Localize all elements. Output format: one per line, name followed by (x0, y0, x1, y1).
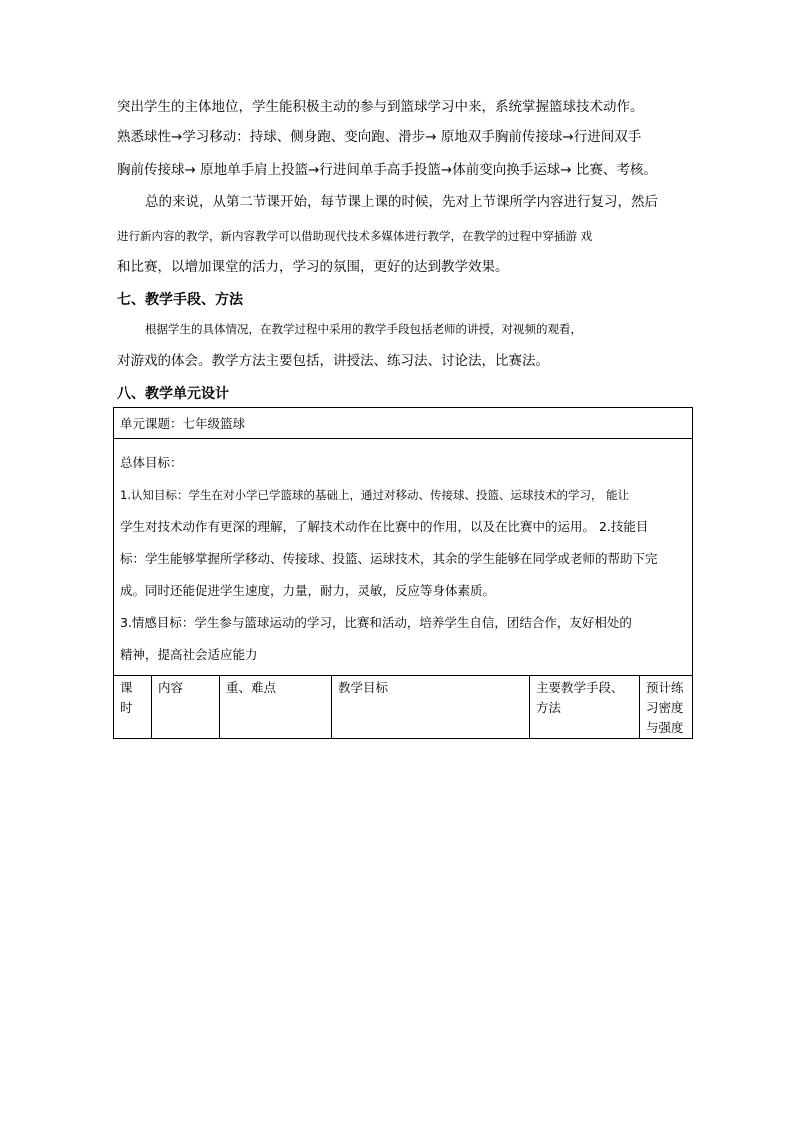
header-text: 预计练 (646, 680, 684, 695)
header-text: 方法 (536, 700, 562, 715)
paragraph-line: 胸前传接球→ 原地单手肩上投篮→行进间单手高手投篮→体前变向换手运球→ 比赛、考核。 (117, 162, 657, 178)
section-heading-8: 八、教学单元设计 (117, 386, 229, 402)
header-content: 内容 (152, 676, 220, 739)
goals-label: 总体目标： (120, 455, 183, 470)
header-text: 课 (120, 680, 133, 695)
paragraph-line: 总的来说，从第二节课开始，每节课上课的时候，先对上节课所学内容进行复习，然后 (145, 194, 658, 210)
goal-line: 1.认知目标：学生在对小学已学篮球的基础上，通过对移动、传接球、投篮、运球技术的学习， 能让 (120, 488, 630, 502)
paragraph-line: 对游戏的体会。教学方法主要包括，讲授法、练习法、讨论法，比赛法。 (117, 353, 549, 369)
goal-line: 学生对技术动作有更深的理解，了解技术动作在比赛中的作用，以及在比赛中的运用。 2.技能目 (120, 519, 649, 534)
header-text: 主要教学手段、 (536, 680, 624, 695)
paragraph-line: 和比赛，以增加课堂的活力，学习的氛围，更好的达到教学效果。 (117, 259, 509, 275)
unit-topic-cell: 单元课题：七年级篮球 (114, 408, 693, 439)
header-methods (530, 676, 640, 739)
header-lesson (114, 676, 152, 739)
header-text: 习密度 (646, 700, 684, 715)
header-objectives: 教学目标 (332, 676, 530, 739)
paragraph-line: 根据学生的具体情况，在教学过程中采用的教学手段包括老师的讲授，对视频的观看， (145, 322, 582, 336)
header-density (640, 676, 693, 739)
goal-line: 精神，提高社会适应能力 (120, 647, 258, 662)
header-key-points: 重、难点 (220, 676, 332, 739)
header-text: 时 (120, 700, 133, 715)
section-heading-7: 七、教学手段、方法 (117, 292, 243, 308)
paragraph-line: 进行新内容的教学，新内容教学可以借助现代技术多媒体进行教学，在教学的过程中穿插游 戏 (117, 229, 593, 243)
goal-line: 3.情感目标：学生参与篮球运动的学习，比赛和活动，培养学生自信，团结合作，友好相处的 (120, 615, 632, 630)
paragraph-line: 熟悉球性→学习移动：持球、侧身跑、变向跑、滑步→ 原地双手胸前传接球→行进间双手 (117, 129, 642, 145)
goal-line: 成。同时还能促进学生速度，力量，耐力，灵敏，反应等身体素质。 (120, 583, 496, 598)
overall-goals-cell (114, 439, 693, 676)
goal-line: 标：学生能够掌握所学移动、传接球、投篮、运球技术，其余的学生能够在同学或老师的帮助下完 (120, 551, 658, 566)
header-text: 与强度 (646, 720, 684, 735)
unit-design-table (113, 407, 693, 739)
paragraph-line: 突出学生的主体地位，学生能积极主动的参与到篮球学习中来，系统掌握篮球技术动作。 (117, 99, 644, 115)
